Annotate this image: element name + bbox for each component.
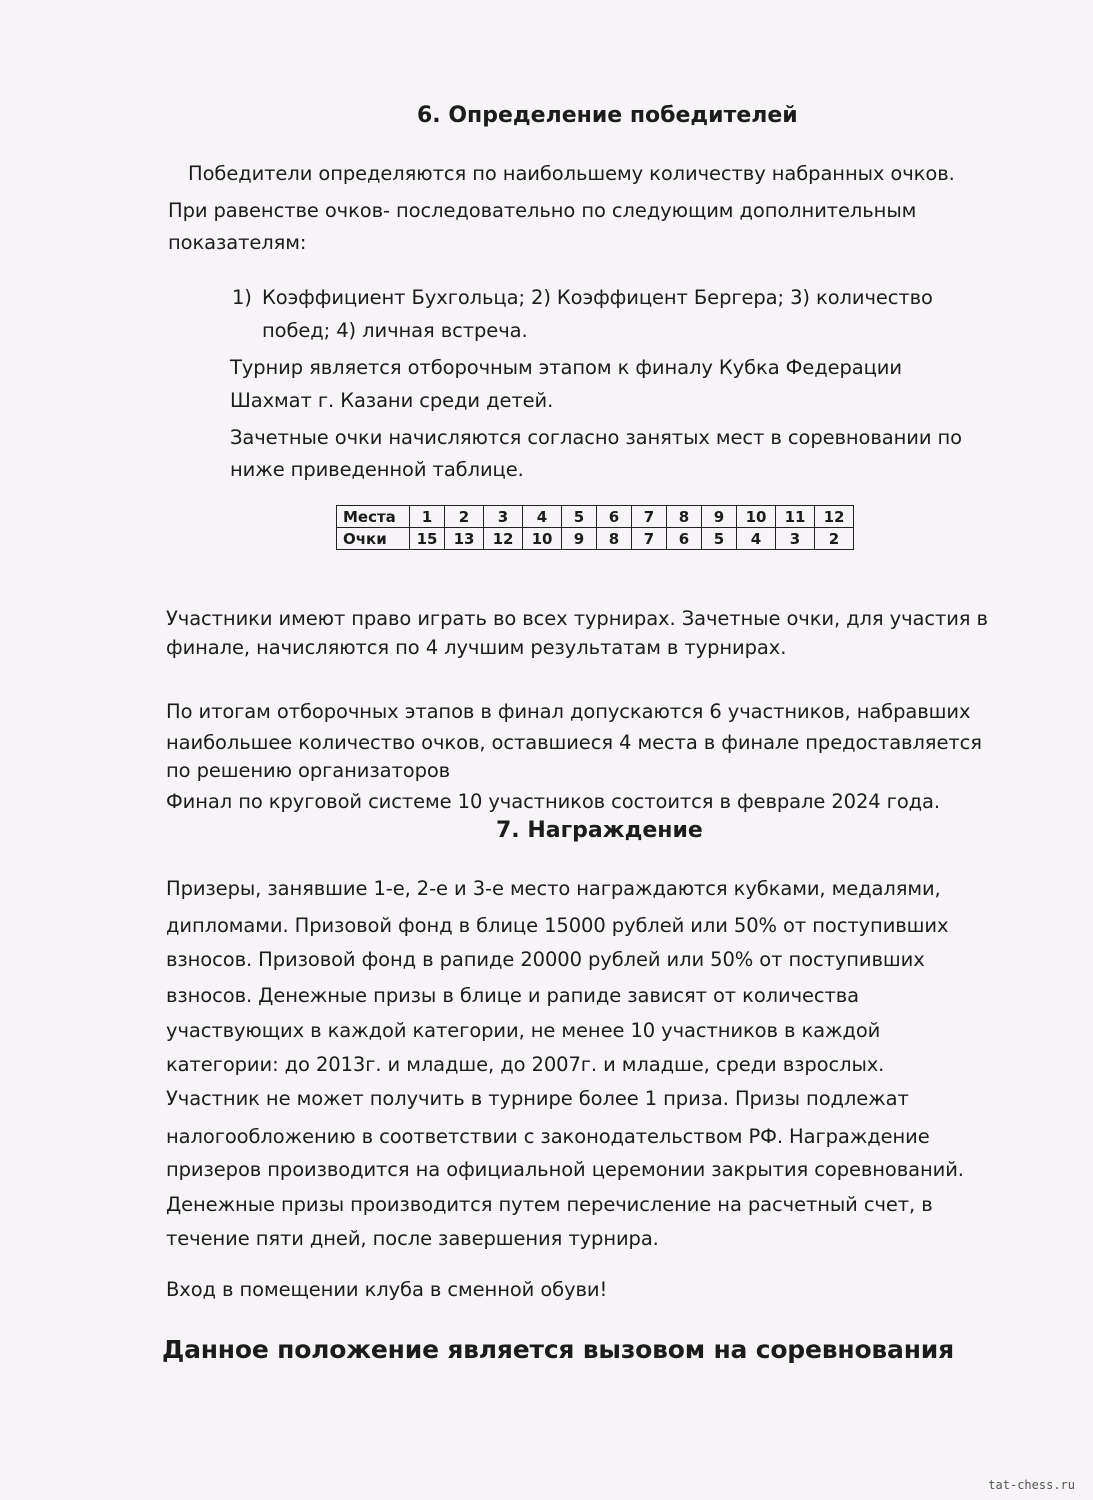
paragraph-line: Денежные призы производится путем перечисление на расчетный счет, в — [166, 1193, 933, 1216]
points-cell: 9 — [562, 528, 597, 550]
points-cell: 4 — [737, 528, 776, 550]
site-watermark: tat-chess.ru — [988, 1478, 1075, 1492]
paragraph-line: Участник не может получить в турнире более 1 приза. Призы подлежат — [166, 1087, 909, 1110]
list-item-line: Коэффициент Бухгольца; 2) Коэффицент Бергера; 3) количество — [262, 286, 933, 309]
paragraph-line: По итогам отборочных этапов в финал допускаются 6 участников, набравших — [166, 700, 971, 723]
places-row — [337, 506, 854, 528]
closing-statement: Данное положение является вызовом на соревнования — [162, 1335, 954, 1364]
points-row — [337, 528, 854, 550]
points-cell: 10 — [523, 528, 562, 550]
paragraph-line: показателям: — [168, 231, 307, 254]
points-cell: 8 — [597, 528, 632, 550]
paragraph-line: призеров производится на официальной церемонии закрытия соревнований. — [166, 1158, 964, 1181]
paragraph-line: Турнир является отборочным этапом к финалу Кубка Федерации — [230, 356, 902, 379]
points-cell: 3 — [776, 528, 815, 550]
points-cell: 13 — [445, 528, 484, 550]
paragraph-line: течение пяти дней, после завершения турнира. — [166, 1227, 659, 1250]
place-cell: 12 — [815, 506, 854, 528]
place-cell: 6 — [597, 506, 632, 528]
points-table — [336, 505, 854, 550]
paragraph-line: Призеры, занявшие 1-е, 2-е и 3-е место награждаются кубками, медалями, — [166, 877, 941, 900]
section-7-title: 7. Награждение — [496, 818, 703, 843]
paragraph-line: Зачетные очки начисляются согласно занятых мест в соревновании по — [230, 426, 962, 449]
place-cell: 10 — [737, 506, 776, 528]
paragraph-line: Финал по круговой системе 10 участников состоится в феврале 2024 года. — [166, 790, 940, 813]
place-cell: 5 — [562, 506, 597, 528]
place-cell: 7 — [632, 506, 667, 528]
place-cell: 8 — [667, 506, 702, 528]
points-label: Очки — [337, 528, 410, 550]
section-6-title: 6. Определение победителей — [417, 103, 798, 128]
paragraph-line: налогообложению в соответствии с законодательством РФ. Награждение — [166, 1125, 930, 1148]
paragraph-line: Шахмат г. Казани среди детей. — [230, 389, 554, 412]
list-item-line: побед; 4) личная встреча. — [262, 319, 528, 342]
entry-notice: Вход в помещении клуба в сменной обуви! — [166, 1278, 608, 1301]
place-cell: 11 — [776, 506, 815, 528]
place-cell: 9 — [702, 506, 737, 528]
paragraph-line: Участники имеют право играть во всех турнирах. Зачетные очки, для участия в — [166, 607, 988, 630]
paragraph-line: взносов. Призовой фонд в рапиде 20000 рублей или 50% от поступивших — [166, 948, 925, 971]
paragraph-line: При равенстве очков- последовательно по следующим дополнительным — [168, 199, 917, 222]
place-cell: 3 — [484, 506, 523, 528]
paragraph-line: по решению организаторов — [166, 759, 451, 782]
points-cell: 5 — [702, 528, 737, 550]
place-cell: 4 — [523, 506, 562, 528]
points-cell: 12 — [484, 528, 523, 550]
place-cell: 1 — [410, 506, 445, 528]
places-label: Места — [337, 506, 410, 528]
paragraph-line: ниже приведенной таблице. — [230, 458, 524, 481]
paragraph-line: категории: до 2013г. и младше, до 2007г. и младше, среди взрослых. — [166, 1053, 885, 1076]
points-cell: 7 — [632, 528, 667, 550]
place-cell: 2 — [445, 506, 484, 528]
paragraph-line: финале, начисляются по 4 лучшим результатам в турнирах. — [166, 636, 787, 659]
list-number: 1) — [232, 286, 252, 309]
paragraph-line: наибольшее количество очков, оставшиеся 4 места в финале предоставляется — [166, 731, 982, 754]
paragraph-line: участвующих в каждой категории, не менее 10 участников в каждой — [166, 1019, 881, 1042]
paragraph-line: взносов. Денежные призы в блице и рапиде зависят от количества — [166, 984, 860, 1007]
paragraph-line: Победители определяются по наибольшему количеству набранных очков. — [188, 162, 955, 185]
points-cell: 2 — [815, 528, 854, 550]
points-cell: 15 — [410, 528, 445, 550]
paragraph-line: дипломами. Призовой фонд в блице 15000 рублей или 50% от поступивших — [166, 914, 949, 937]
points-cell: 6 — [667, 528, 702, 550]
